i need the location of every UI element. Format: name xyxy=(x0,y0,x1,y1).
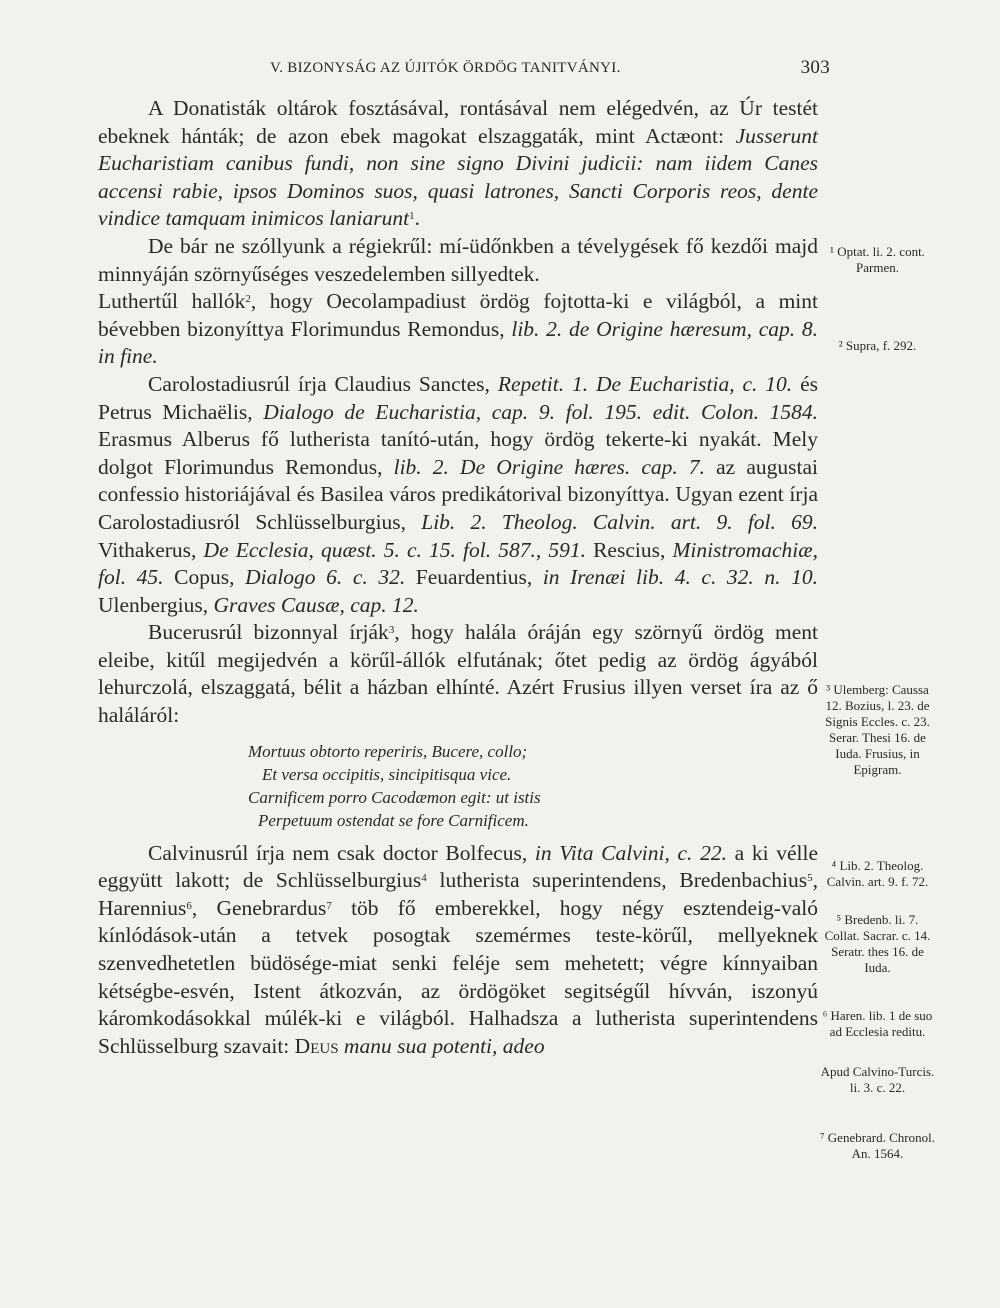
text-run: Copus, xyxy=(163,565,246,590)
footnote-ref: 6 xyxy=(186,899,192,912)
citation: Ministromachiæ, fol. 45. xyxy=(98,537,818,590)
text-run: Carolostadiusrúl írja Claudius Sanctes, xyxy=(148,371,498,396)
citation: De Ecclesia, quæst. 5. c. 15. fol. 587., 591. xyxy=(203,537,586,562)
text-run: Feuardentius, xyxy=(405,565,543,590)
text-run: az augustai confessio historiájával és Basilea város predikátorival bizonyíttya. Ugyan ezent írja Carolostadiusról Schlüsselburgius, xyxy=(98,454,818,534)
margin-note-7: ⁷ Genebrard. Chronol. An. 1564. xyxy=(820,1130,936,1161)
margin-note-4: ⁴ Lib. 2. Theolog. Calvin. art. 9. f. 72. xyxy=(826,858,929,889)
citation: Dialogo 6. c. 32. xyxy=(245,565,406,590)
margin-note-6b: Apud Calvino-Turcis. li. 3. c. 22. xyxy=(820,1064,935,1095)
citation: lib. 2. De Origine hæres. cap. 7. xyxy=(393,454,705,479)
verse-line: Perpetuum ostendat se fore Carnificem. xyxy=(258,810,529,830)
text-run: A Donatisták oltárok fosztásával, rontásával nem elégedvén, az Úr testét ebeknek hánták; de azon ebek magokat elszaggaták, mint Actæont: xyxy=(98,96,818,148)
margin-note-1: ¹ Optat. li. 2. cont. Parmen. xyxy=(830,244,925,275)
citation: Graves Causæ, cap. 12. xyxy=(213,592,419,617)
margin-note-6: ⁶ Haren. lib. 1 de suo ad Ecclesia reditu. xyxy=(822,1008,933,1039)
text-run: és Petrus Michaëlis, xyxy=(98,371,818,424)
text-run: lutherista superintendens, Bredenbachius xyxy=(426,868,808,893)
margin-note-3: ³ Ulemberg: Caussa 12. Bozius, l. 23. de Signis Eccles. c. 23. Serar. Thesi 16. de Iuda. Frusius, in Epigram. xyxy=(825,682,930,777)
small-caps-word: Deus xyxy=(294,1033,339,1058)
latin-quote: manu sua potenti, adeo xyxy=(338,1033,545,1058)
paragraph-oecolampadius xyxy=(98,288,818,371)
text-run: Rescius, xyxy=(585,537,673,562)
text-run: Luthertűl hallók xyxy=(98,289,246,314)
citation: lib. 2. de Origine hæresum, cap. 8. in fine. xyxy=(98,316,818,369)
text-run: , hogy halála óráján egy szörnyű ördög ment eleibe, kitűl megijedvén a körűl-állók elfutának; őtet pedig az ördög ágyából lehurczolá, elszaggatá, bélit a házban elhínté. Azért Frusius illyen verset íra az ő haláláról: xyxy=(98,620,818,728)
citation: Dialogo de Eucharistia, cap. 9. fol. 195. edit. Colon. 1584. xyxy=(263,399,818,424)
page-number: 303 xyxy=(800,57,830,78)
footnote-ref: 1 xyxy=(409,210,415,223)
latin-verse xyxy=(98,740,818,832)
text-run: a ki vélle eggyütt lakott; de Schlüsselburgius xyxy=(98,840,818,893)
verse-line: Carnificem porro Cacodæmon egit: ut istis xyxy=(248,787,541,807)
text-run: Calvinusrúl írja nem csak doctor Bolfecus, xyxy=(148,840,535,865)
verse-line: Mortuus obtorto reperiris, Bucere, collo; xyxy=(248,741,528,761)
paragraph-calvinus xyxy=(98,840,818,1061)
citation: in Irenæi lib. 4. c. 32. n. 10. xyxy=(542,565,818,590)
citation: Repetit. 1. De Eucharistia, c. 10. xyxy=(497,371,793,396)
text-run: Bucerusrúl bizonnyal írják xyxy=(148,620,389,645)
margin-note-5: ⁵ Bredenb. li. 7. Collat. Sacrar. c. 14. Seratr. thes 16. de Iuda. xyxy=(824,912,931,975)
paragraph-carolostadius xyxy=(98,371,818,619)
paragraph-errors: De bár ne szóllyunk a régiekrűl: mí-üdőnkben a tévelygések fő kezdői majd minnyáján szörnyűséges veszedelemben sillyedtek. xyxy=(98,233,818,286)
text-run: Ulenbergius, xyxy=(98,592,214,617)
paragraph-donatists: A Donatisták oltárok fosztásával, rontásával nem elégedvén, az Úr testét ebeknek hánták; de azon ebek magokat elszaggaták, mint Actæont: Jusserunt Eucharistiam canibus fundi, non sine signo Divini judicii: nam iidem Canes accensi rabie, ipsos Dominos suos, quasi latrones, Sancti Corporis reos, dente vindice tamquam inimicos laniarunt$^1$. xyxy=(98,96,818,231)
margin-note-2: ² Supra, f. 292. xyxy=(838,338,917,353)
text-run: , hogy Oecolampadiust ördög fojtotta-ki e világból, a mint bévebben bizonyíttya Florimundus Remondus, xyxy=(98,289,818,341)
text-run: Erasmus Alberus fő lutherista tanító-után, hogy ördög tekerte-ki nyakát. Mely dolgot Florimundus Remondus, xyxy=(98,427,818,479)
footnote-ref: 5 xyxy=(807,872,813,885)
text-run: , Genebrardus xyxy=(191,895,327,920)
text-run: töb fő emberekkel, hogy négy esztendeig-való kínlódások-után a tetvek posogtak szemérmes teste-körűl, mellyeknek szenvedhetetlen büdösége-miat senki feléje sem mehetett; végre kínnyaiban kétségbe-esvén, Istent átkozván, az ördögöket segitségűl hívván, iszonyú káromkodásokkal múlék-ki e világból. Halhadsza a lutherista superintendens Schlüsselburg szavait: xyxy=(98,895,818,1058)
footnote-ref: 3 xyxy=(388,624,395,637)
text-run: , Harennius xyxy=(98,868,818,920)
citation: in Vita Calvini, c. 22. xyxy=(534,840,727,865)
paragraph-bucerus xyxy=(98,619,818,729)
text-run: Vithakerus, xyxy=(98,537,204,562)
main-text xyxy=(98,95,818,1060)
footnote-ref: 7 xyxy=(326,899,332,912)
footnote-ref: 4 xyxy=(421,872,427,885)
verse-line: Et versa occipitis, sincipitisqua vice. xyxy=(262,764,512,784)
footnote-ref: 2 xyxy=(245,293,251,306)
header-title: V. BIZONYSÁG AZ ÚJITÓK ÖRDÖG TANITVÁNYI. xyxy=(270,60,621,76)
citation: Lib. 2. Theolog. Calvin. art. 9. fol. 69. xyxy=(421,509,818,534)
latin-quote: Jusserunt Eucharistiam canibus fundi, non sine signo Divini judicii: nam iidem Canes accensi rabie, ipsos Dominos suos, quasi latrones, Sancti Corporis reos, dente vindice tamquam inimicos laniarunt xyxy=(98,123,818,231)
